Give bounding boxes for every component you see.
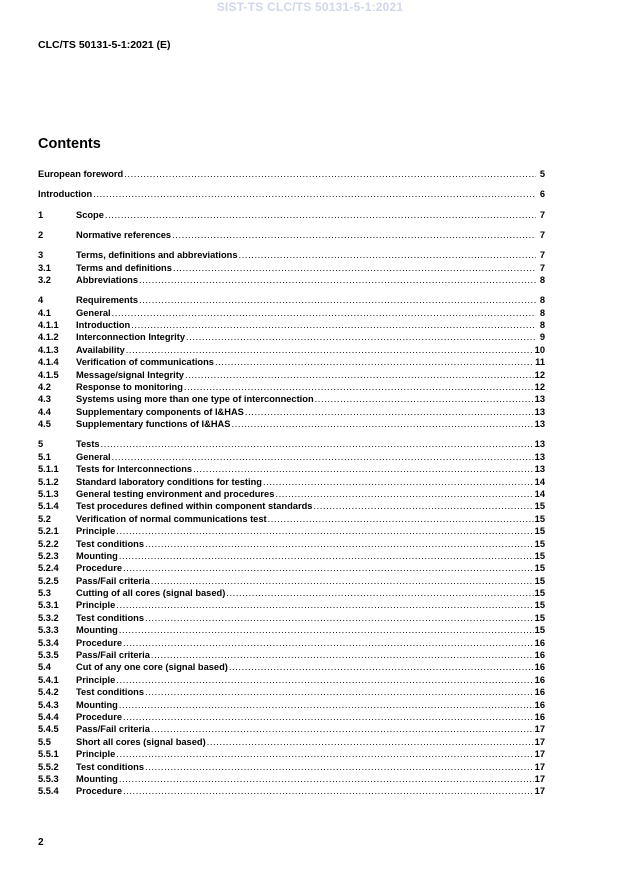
toc-entry[interactable] bbox=[38, 344, 545, 356]
toc-entry-number: 5.3.3 bbox=[38, 625, 59, 636]
toc-entry-page: 8 bbox=[539, 274, 545, 285]
toc-dot-leader bbox=[172, 229, 536, 241]
toc-dot-leader bbox=[139, 274, 536, 286]
toc-entry-page: 7 bbox=[539, 209, 545, 220]
toc-entry-number: 5.5.1 bbox=[38, 749, 59, 760]
toc-entry-number: 5.4 bbox=[38, 662, 51, 673]
document-id: CLC/TS 50131-5-1:2021 (E) bbox=[38, 39, 171, 51]
toc-entry[interactable] bbox=[38, 307, 545, 319]
toc-entry-number: 5.5.3 bbox=[38, 773, 59, 784]
toc-entry-title: General bbox=[76, 451, 111, 462]
toc-dot-leader bbox=[239, 249, 536, 261]
toc-dot-leader bbox=[124, 168, 536, 180]
toc-entry-number: 5.5.2 bbox=[38, 761, 59, 772]
toc-entry[interactable] bbox=[38, 773, 545, 785]
toc-entry-title: Cut of any one core (signal based) bbox=[76, 662, 228, 673]
toc-dot-leader bbox=[263, 476, 534, 488]
toc-entry-number: 3.1 bbox=[38, 262, 51, 273]
toc-entry[interactable] bbox=[38, 418, 545, 430]
toc-entry-page: 15 bbox=[534, 501, 545, 512]
toc-entry[interactable] bbox=[38, 294, 545, 306]
toc-entry-page: 16 bbox=[534, 674, 545, 685]
toc-entry-page: 16 bbox=[534, 711, 545, 722]
toc-entry[interactable] bbox=[38, 785, 545, 797]
toc-dot-leader bbox=[116, 599, 533, 611]
toc-dot-leader bbox=[101, 438, 534, 450]
toc-entry-number: 4.1.1 bbox=[38, 319, 59, 330]
toc-entry[interactable] bbox=[38, 438, 545, 450]
toc-entry-title: Procedure bbox=[76, 637, 122, 648]
toc-dot-leader bbox=[93, 188, 536, 200]
toc-entry-page: 9 bbox=[539, 332, 545, 343]
toc-dot-leader bbox=[123, 785, 534, 797]
toc-entry-title: Availability bbox=[76, 344, 125, 355]
toc-entry-title: Mounting bbox=[76, 625, 118, 636]
toc-entry-number: 2 bbox=[38, 229, 44, 240]
toc-entry-page: 13 bbox=[534, 419, 545, 430]
contents-heading: Contents bbox=[38, 136, 101, 152]
toc-entry-page: 13 bbox=[534, 439, 545, 450]
toc-dot-leader bbox=[151, 723, 534, 735]
toc-entry-number: 5.5 bbox=[38, 736, 51, 747]
toc-entry-page: 15 bbox=[534, 612, 545, 623]
toc-dot-leader bbox=[231, 418, 533, 430]
toc-dot-leader bbox=[215, 356, 534, 368]
toc-entry-number: 5.1.4 bbox=[38, 501, 59, 512]
toc-entry-page: 12 bbox=[534, 369, 545, 380]
toc-entry-page: 8 bbox=[539, 307, 545, 318]
toc-dot-leader bbox=[229, 661, 534, 673]
toc-entry[interactable] bbox=[38, 575, 545, 587]
toc-entry-page: 15 bbox=[534, 600, 545, 611]
toc-dot-leader bbox=[119, 550, 534, 562]
toc-entry-number: 5.4.2 bbox=[38, 687, 59, 698]
toc-entry[interactable] bbox=[38, 599, 545, 611]
toc-entry-page: 17 bbox=[534, 773, 545, 784]
toc-entry[interactable] bbox=[38, 229, 545, 241]
toc-entry[interactable] bbox=[38, 562, 545, 574]
toc-entry[interactable] bbox=[38, 587, 545, 599]
toc-entry[interactable] bbox=[38, 249, 545, 261]
toc-entry[interactable] bbox=[38, 319, 545, 331]
toc-dot-leader bbox=[126, 344, 534, 356]
toc-entry-page: 15 bbox=[534, 526, 545, 537]
toc-entry-number: 3 bbox=[38, 250, 44, 261]
toc-entry[interactable] bbox=[38, 686, 545, 698]
toc-entry[interactable] bbox=[38, 381, 545, 393]
toc-entry-page: 8 bbox=[539, 295, 545, 306]
toc-entry-title: Procedure bbox=[76, 711, 122, 722]
toc-entry-page: 7 bbox=[539, 229, 545, 240]
toc-entry[interactable] bbox=[38, 274, 545, 286]
toc-entry-title: Standard laboratory conditions for testing bbox=[76, 476, 262, 487]
toc-dot-leader bbox=[145, 761, 534, 773]
toc-entry-page: 17 bbox=[534, 786, 545, 797]
toc-entry-page: 7 bbox=[539, 250, 545, 261]
toc-entry-page: 6 bbox=[539, 189, 545, 200]
toc-dot-leader bbox=[123, 637, 534, 649]
toc-entry-number: 5.1.1 bbox=[38, 464, 59, 475]
toc-entry[interactable] bbox=[38, 711, 545, 723]
toc-entry[interactable] bbox=[38, 649, 545, 661]
toc-entry-page: 15 bbox=[534, 625, 545, 636]
toc-entry-number: 5.1.3 bbox=[38, 488, 59, 499]
toc-entry[interactable] bbox=[38, 723, 545, 735]
toc-entry-number: 5.3.5 bbox=[38, 650, 59, 661]
toc-entry-page: 13 bbox=[534, 406, 545, 417]
toc-entry-page: 17 bbox=[534, 724, 545, 735]
toc-entry[interactable] bbox=[38, 761, 545, 773]
toc-entry-number: 5.1 bbox=[38, 451, 51, 462]
toc-entry-page: 13 bbox=[534, 451, 545, 462]
toc-entry-number: 5.2.5 bbox=[38, 575, 59, 586]
toc-entry[interactable] bbox=[38, 463, 545, 475]
toc-entry-page: 15 bbox=[534, 588, 545, 599]
toc-dot-leader bbox=[245, 406, 534, 418]
toc-entry[interactable] bbox=[38, 525, 545, 537]
toc-entry-page: 13 bbox=[534, 464, 545, 475]
toc-entry-title: Verification of communications bbox=[76, 357, 214, 368]
toc-entry[interactable] bbox=[38, 748, 545, 760]
toc-entry[interactable] bbox=[38, 331, 545, 343]
toc-entry-title: Test conditions bbox=[76, 612, 145, 623]
toc-entry-page: 5 bbox=[539, 169, 545, 179]
toc-entry-number: 5.4.3 bbox=[38, 699, 59, 710]
toc-entry-title: Tests bbox=[76, 439, 100, 450]
toc-entry[interactable] bbox=[38, 476, 545, 488]
toc-entry-number: 5.3.4 bbox=[38, 637, 59, 648]
watermark-text: SIST-TS CLC/TS 50131-5-1:2021 bbox=[216, 0, 404, 14]
toc-entry[interactable] bbox=[38, 209, 545, 221]
toc-entry-number: 4 bbox=[38, 295, 44, 306]
toc-entry-page: 13 bbox=[534, 394, 545, 405]
toc-entry-number: 4.3 bbox=[38, 394, 51, 405]
toc-entry-title: Interconnection Integrity bbox=[76, 332, 185, 343]
toc-dot-leader bbox=[151, 649, 534, 661]
toc-entry-title: Scope bbox=[76, 209, 104, 220]
toc-entry-page: 8 bbox=[539, 319, 545, 330]
toc-dot-leader bbox=[173, 262, 536, 274]
toc-entry-page: 7 bbox=[539, 262, 545, 273]
toc-entry-page: 14 bbox=[534, 476, 545, 487]
toc-entry-number: 4.1.2 bbox=[38, 332, 59, 343]
toc-entry-title: Test conditions bbox=[76, 687, 145, 698]
toc-dot-leader bbox=[139, 294, 536, 306]
toc-entry-number: 3.2 bbox=[38, 274, 51, 285]
toc-entry[interactable] bbox=[38, 612, 545, 624]
toc-entry-title: Abbreviations bbox=[76, 274, 138, 285]
toc-entry-page: 16 bbox=[534, 650, 545, 661]
toc-entry-page: 11 bbox=[535, 357, 545, 368]
toc-entry-title: Principle bbox=[76, 749, 116, 760]
toc-entry-number: 5.3.2 bbox=[38, 612, 59, 623]
toc-entry-page: 16 bbox=[534, 699, 545, 710]
toc-dot-leader bbox=[116, 748, 533, 760]
toc-entry-title: Principle bbox=[76, 526, 116, 537]
toc-entry-title: Pass/Fail criteria bbox=[76, 575, 150, 586]
toc-entry-number: 5.4.5 bbox=[38, 724, 59, 735]
toc-entry-title: Short all cores (signal based) bbox=[76, 736, 206, 747]
toc-dot-leader bbox=[185, 369, 534, 381]
toc-entry[interactable] bbox=[38, 538, 545, 550]
toc-entry-title: Procedure bbox=[76, 786, 122, 797]
toc-dot-leader bbox=[275, 488, 533, 500]
toc-entry-page: 17 bbox=[534, 761, 545, 772]
toc-entry-page: 15 bbox=[534, 563, 545, 574]
toc-entry-title: Test procedures defined within component standards bbox=[76, 501, 313, 512]
toc-entry-title: Systems using more than one type of interconnection bbox=[76, 394, 314, 405]
toc-dot-leader bbox=[112, 451, 534, 463]
toc-dot-leader bbox=[145, 538, 534, 550]
toc-dot-leader bbox=[184, 381, 534, 393]
toc-entry[interactable] bbox=[38, 699, 545, 711]
toc-entry-number: 5.2.2 bbox=[38, 538, 59, 549]
toc-dot-leader bbox=[105, 209, 536, 221]
toc-entry-page: 15 bbox=[534, 550, 545, 561]
toc-entry[interactable] bbox=[38, 661, 545, 673]
toc-entry[interactable] bbox=[38, 488, 545, 500]
toc-entry-title: Mounting bbox=[76, 550, 118, 561]
toc-entry-number: 4.2 bbox=[38, 381, 51, 392]
toc-entry-number: 5 bbox=[38, 439, 44, 450]
toc-dot-leader bbox=[315, 393, 534, 405]
toc-entry[interactable] bbox=[38, 550, 545, 562]
toc-entry[interactable] bbox=[38, 406, 545, 418]
toc-dot-leader bbox=[151, 575, 534, 587]
toc-dot-leader bbox=[123, 711, 534, 723]
toc-entry-title: European foreword bbox=[38, 169, 124, 179]
toc-entry-page: 15 bbox=[534, 575, 545, 586]
toc-entry-page: 16 bbox=[534, 662, 545, 673]
toc-entry-page: 10 bbox=[534, 344, 545, 355]
toc-dot-leader bbox=[119, 624, 534, 636]
toc-entry-title: Terms, definitions and abbreviations bbox=[76, 250, 238, 261]
toc-entry-number: 1 bbox=[38, 209, 44, 220]
toc-entry-title: Pass/Fail criteria bbox=[76, 724, 150, 735]
toc-entry-title: Verification of normal communications test bbox=[76, 513, 267, 524]
page-number: 2 bbox=[38, 837, 44, 848]
toc-entry-page: 14 bbox=[534, 488, 545, 499]
toc-dot-leader bbox=[131, 319, 536, 331]
toc-entry-title: Normative references bbox=[76, 229, 172, 240]
toc-dot-leader bbox=[119, 699, 534, 711]
toc-dot-leader bbox=[207, 736, 534, 748]
toc-entry-title: Requirements bbox=[76, 295, 138, 306]
toc-dot-leader bbox=[123, 562, 534, 574]
toc-entry-title: Introduction bbox=[38, 189, 93, 200]
toc-entry[interactable] bbox=[38, 624, 545, 636]
toc-entry-title: Message/signal Integrity bbox=[76, 369, 184, 380]
toc-entry[interactable] bbox=[38, 168, 545, 180]
toc-entry[interactable] bbox=[38, 500, 545, 512]
toc-entry-title: Cutting of all cores (signal based) bbox=[76, 588, 226, 599]
toc-entry[interactable] bbox=[38, 736, 545, 748]
toc-entry-title: Mounting bbox=[76, 699, 118, 710]
toc-entry-title: Pass/Fail criteria bbox=[76, 650, 150, 661]
toc-entry-page: 15 bbox=[534, 513, 545, 524]
toc-dot-leader bbox=[193, 463, 534, 475]
toc-entry-number: 5.4.4 bbox=[38, 711, 59, 722]
toc-dot-leader bbox=[226, 587, 533, 599]
toc-entry-title: Test conditions bbox=[76, 538, 145, 549]
toc-entry-number: 4.1.5 bbox=[38, 369, 59, 380]
toc-entry-number: 4.4 bbox=[38, 406, 51, 417]
toc-entry-title: Response to monitoring bbox=[76, 381, 183, 392]
toc-entry-title: Procedure bbox=[76, 563, 122, 574]
toc-entry-number: 5.3.1 bbox=[38, 600, 59, 611]
toc-entry-page: 16 bbox=[534, 687, 545, 698]
toc-entry-number: 4.1.3 bbox=[38, 344, 59, 355]
toc-entry-title: General bbox=[76, 307, 111, 318]
toc-entry-title: Principle bbox=[76, 674, 116, 685]
toc-dot-leader bbox=[145, 612, 534, 624]
toc-entry-number: 4.1.4 bbox=[38, 357, 59, 368]
toc-entry-title: General testing environment and procedures bbox=[76, 488, 275, 499]
toc-entry-page: 15 bbox=[534, 538, 545, 549]
toc-entry[interactable] bbox=[38, 262, 545, 274]
toc-entry-number: 5.1.2 bbox=[38, 476, 59, 487]
toc-entry[interactable] bbox=[38, 393, 545, 405]
toc-dot-leader bbox=[313, 500, 533, 512]
toc-dot-leader bbox=[116, 674, 533, 686]
toc-entry-page: 17 bbox=[534, 736, 545, 747]
toc-entry-title: Supplementary functions of I&HAS bbox=[76, 419, 231, 430]
toc-dot-leader bbox=[268, 513, 534, 525]
toc-entry-title: Tests for Interconnections bbox=[76, 464, 193, 475]
toc-dot-leader bbox=[116, 525, 533, 537]
toc-dot-leader bbox=[119, 773, 534, 785]
toc-entry-number: 4.1 bbox=[38, 307, 51, 318]
toc-entry[interactable] bbox=[38, 451, 545, 463]
toc-entry-page: 16 bbox=[534, 637, 545, 648]
toc-entry-number: 5.4.1 bbox=[38, 674, 59, 685]
toc-entry[interactable] bbox=[38, 637, 545, 649]
toc-dot-leader bbox=[186, 331, 536, 343]
toc-entry[interactable] bbox=[38, 369, 545, 381]
toc-entry-title: Terms and definitions bbox=[76, 262, 172, 273]
toc-dot-leader bbox=[145, 686, 534, 698]
toc-entry-number: 5.2.1 bbox=[38, 526, 59, 537]
toc-entry-title: Test conditions bbox=[76, 761, 145, 772]
toc-entry[interactable] bbox=[38, 356, 545, 368]
toc-entry[interactable] bbox=[38, 513, 545, 525]
table-of-contents bbox=[38, 168, 545, 798]
toc-dot-leader bbox=[112, 307, 536, 319]
toc-entry-number: 5.5.4 bbox=[38, 786, 59, 797]
toc-entry-number: 4.5 bbox=[38, 419, 51, 430]
toc-entry-title: Supplementary components of I&HAS bbox=[76, 406, 244, 417]
toc-entry-title: Mounting bbox=[76, 773, 118, 784]
toc-entry-number: 5.3 bbox=[38, 588, 51, 599]
toc-entry[interactable] bbox=[38, 674, 545, 686]
toc-entry-number: 5.2.3 bbox=[38, 550, 59, 561]
toc-entry-number: 5.2 bbox=[38, 513, 51, 524]
toc-entry-page: 12 bbox=[534, 381, 545, 392]
toc-entry-page: 17 bbox=[534, 749, 545, 760]
toc-entry-number: 5.2.4 bbox=[38, 563, 59, 574]
toc-entry-title: Introduction bbox=[76, 319, 131, 330]
toc-entry-title: Principle bbox=[76, 600, 116, 611]
toc-entry[interactable] bbox=[38, 188, 545, 200]
